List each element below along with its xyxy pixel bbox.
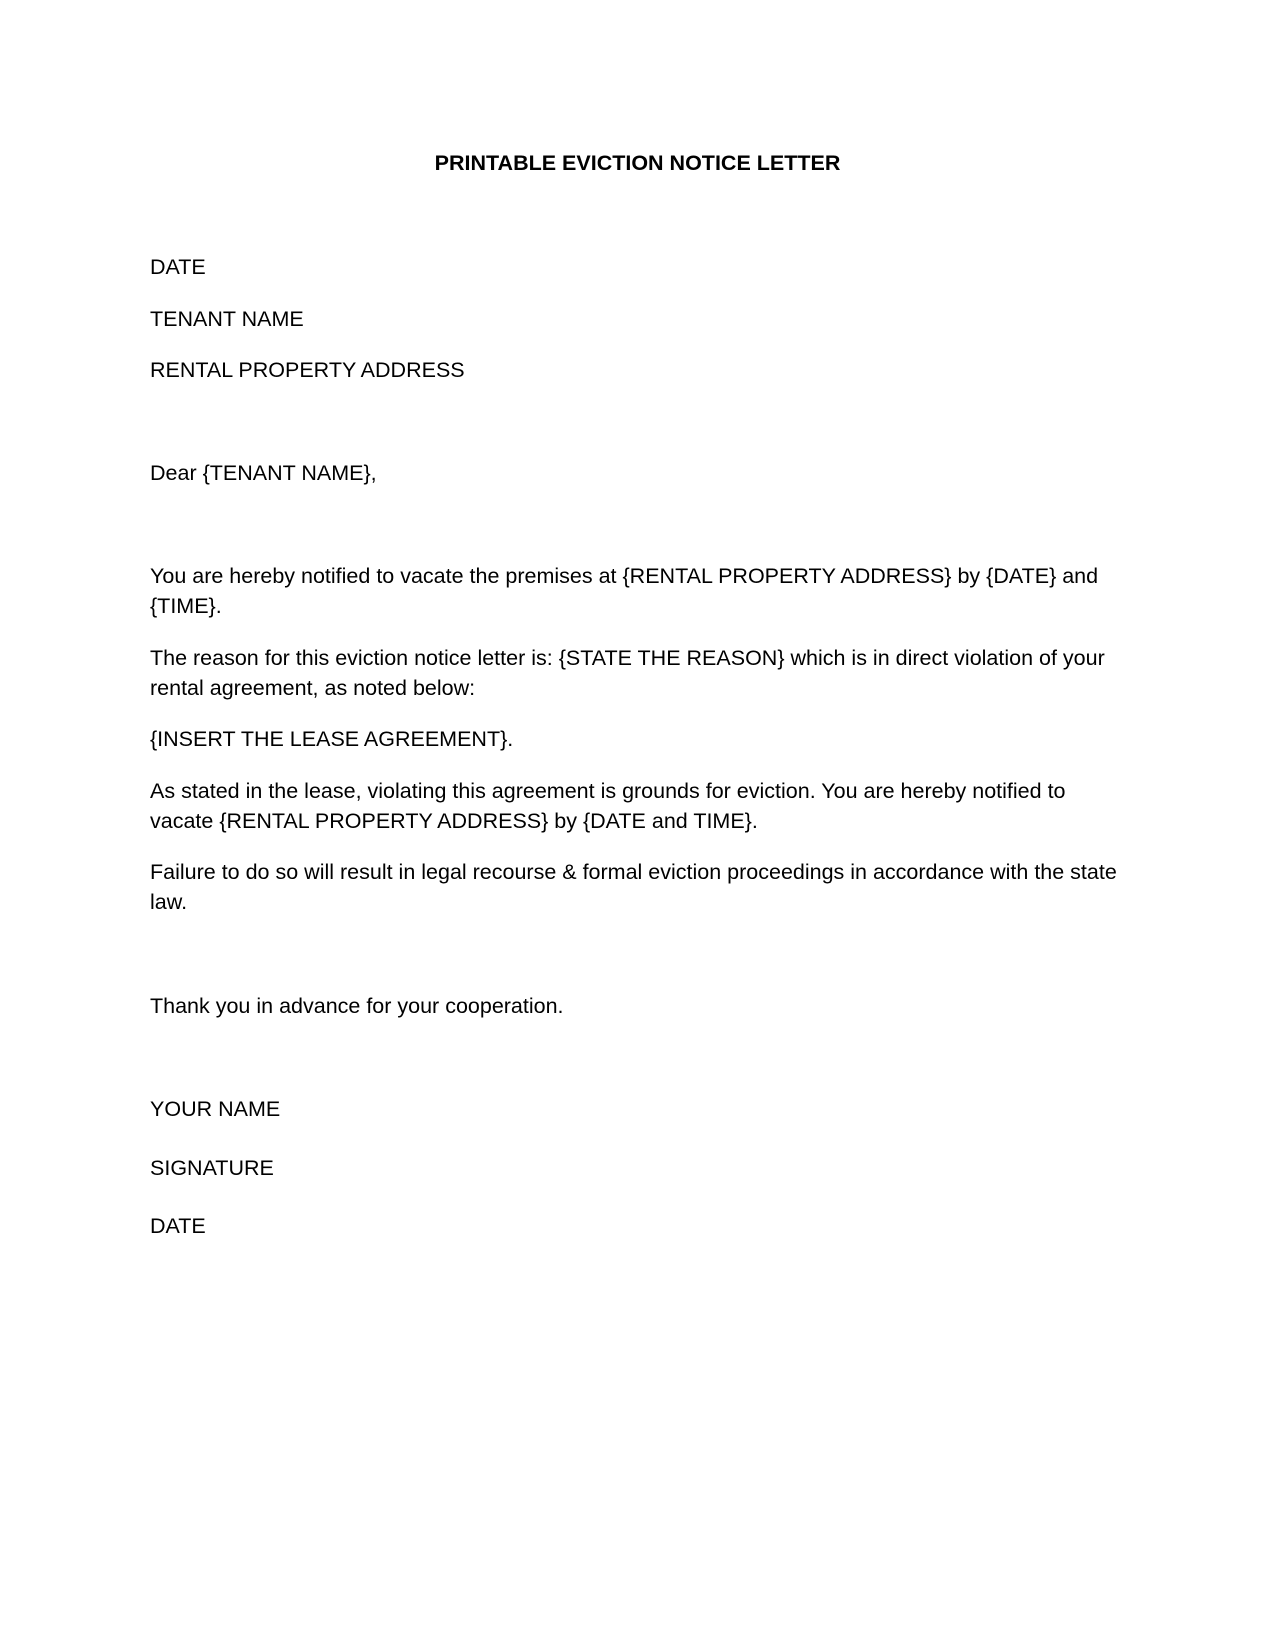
header-rental-property-address: RENTAL PROPERTY ADDRESS xyxy=(150,358,465,382)
header-tenant-name: TENANT NAME xyxy=(150,307,304,331)
signature-date: DATE xyxy=(150,1214,206,1238)
closing-line: Thank you in advance for your cooperation. xyxy=(150,994,564,1018)
body-paragraph-lease-agreement: {INSERT THE LEASE AGREEMENT}. xyxy=(150,727,514,751)
body-paragraph-failure: Failure to do so will result in legal recourse & formal eviction proceedings in accordance with the state law. xyxy=(150,860,1117,914)
salutation: Dear {TENANT NAME}, xyxy=(150,461,377,485)
signature-signature: SIGNATURE xyxy=(150,1156,274,1180)
body-paragraph-reason: The reason for this eviction notice letter is: {STATE THE REASON} which is in direct violation of your rental agreement, as noted below: xyxy=(150,646,1105,700)
document-title: PRINTABLE EVICTION NOTICE LETTER xyxy=(434,151,841,175)
body-paragraph-grounds: As stated in the lease, violating this agreement is grounds for eviction. You are hereby notified to vacate {RENTAL PROPERTY ADDRESS} by {DATE and TIME}. xyxy=(150,779,1066,833)
body-paragraph-vacate-notice: You are hereby notified to vacate the premises at {RENTAL PROPERTY ADDRESS} by {DATE} and {TIME}. xyxy=(150,564,1099,618)
signature-your-name: YOUR NAME xyxy=(150,1097,281,1121)
header-date: DATE xyxy=(150,255,206,279)
